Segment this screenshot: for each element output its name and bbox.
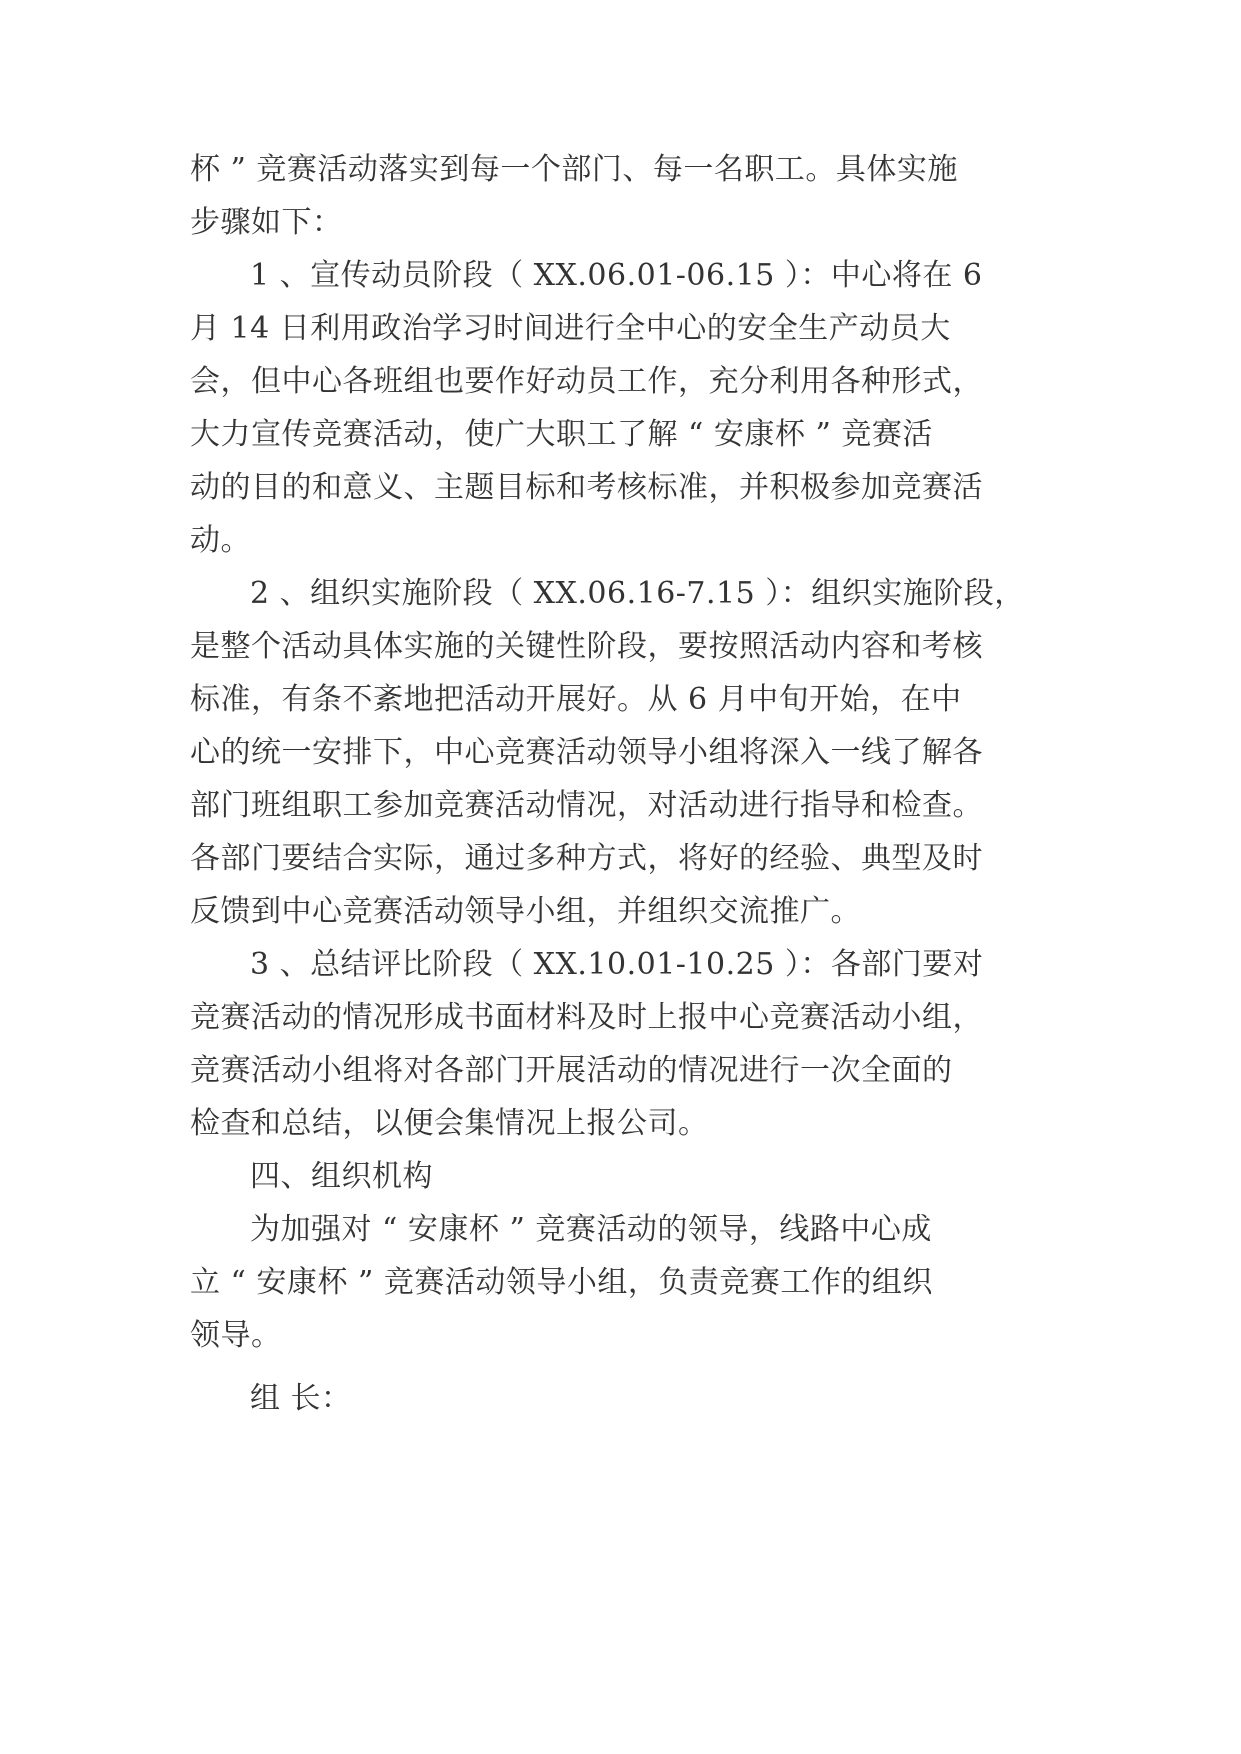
text-line: 为加强对 “ 安康杯 ” 竞赛活动的领导，线路中心成 xyxy=(250,1212,932,1247)
text-line: 2 、组织实施阶段（ XX.06.16-7.15 ）：组织实施阶段， xyxy=(250,576,1025,611)
text-line: 动。 xyxy=(190,523,251,558)
text-line: 会，但中心各班组也要作好动员工作，充分利用各种形式， xyxy=(190,364,983,399)
text-line: 动的目的和意义、主题目标和考核标准，并积极参加竞赛活 xyxy=(190,470,983,505)
text-line: 竞赛活动小组将对各部门开展活动的情况进行一次全面的 xyxy=(190,1053,953,1088)
text-line: 心的统一安排下，中心竞赛活动领导小组将深入一线了解各 xyxy=(190,735,983,770)
text-line: 竞赛活动的情况形成书面材料及时上报中心竞赛活动小组， xyxy=(190,1000,983,1035)
text-line: 检查和总结，以便会集情况上报公司。 xyxy=(190,1106,709,1141)
text-line: 杯 ” 竞赛活动落实到每一个部门、每一名职工。具体实施 xyxy=(190,152,958,187)
text-line: 月 14 日利用政治学习时间进行全中心的安全生产动员大 xyxy=(190,311,951,346)
section-heading: 四、组织机构 xyxy=(250,1159,433,1194)
text-line: 3 、总结评比阶段（ XX.10.01-10.25 ）：各部门要对 xyxy=(250,947,984,982)
text-line: 大力宣传竞赛活动，使广大职工了解 “ 安康杯 ” 竞赛活 xyxy=(190,417,933,452)
text-line: 步骤如下： xyxy=(190,205,343,240)
text-line: 组 长： xyxy=(250,1381,352,1416)
text-line: 1 、宣传动员阶段（ XX.06.01-06.15 ）：中心将在 6 xyxy=(250,258,983,293)
text-line: 领导。 xyxy=(190,1318,282,1353)
text-line: 标准，有条不紊地把活动开展好。从 6 月中旬开始，在中 xyxy=(190,682,962,717)
text-line: 各部门要结合实际，通过多种方式，将好的经验、典型及时 xyxy=(190,841,983,876)
text-line: 立 “ 安康杯 ” 竞赛活动领导小组，负责竞赛工作的组织 xyxy=(190,1265,933,1300)
text-line: 是整个活动具体实施的关键性阶段，要按照活动内容和考核 xyxy=(190,629,983,664)
text-line: 部门班组职工参加竞赛活动情况，对活动进行指导和检查。 xyxy=(190,788,983,823)
text-line: 反馈到中心竞赛活动领导小组，并组织交流推广。 xyxy=(190,894,861,929)
